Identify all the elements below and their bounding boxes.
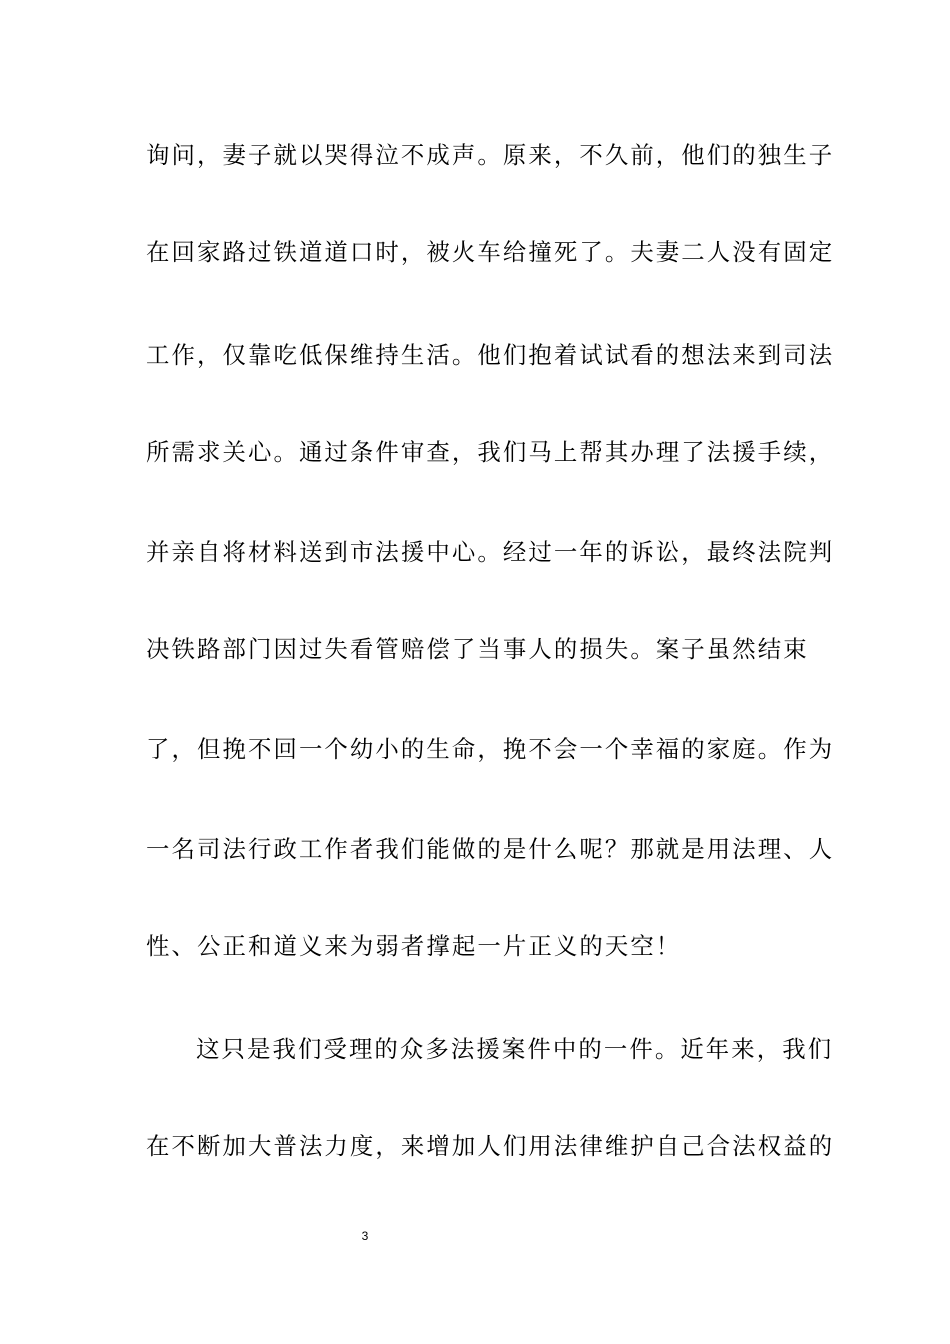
text-line-9: 性、公正和道义来为弱者撑起一片正义的天空！	[146, 932, 682, 960]
text-line-8: 一名司法行政工作者我们能做的是什么呢？那就是用法理、人	[146, 835, 835, 863]
text-line-7: 了，但挽不回一个幼小的生命，挽不会一个幸福的家庭。作为	[146, 735, 835, 763]
text-line-2: 在回家路过铁道道口时，被火车给撞死了。夫妻二人没有固定	[146, 238, 835, 266]
text-line-5: 并亲自将材料送到市法援中心。经过一年的诉讼，最终法院判	[146, 538, 835, 566]
text-line-6: 决铁路部门因过失看管赔偿了当事人的损失。案子虽然结束	[146, 635, 809, 663]
text-line-4: 所需求关心。通过条件审查，我们马上帮其办理了法援手续，	[146, 438, 835, 466]
text-line-1: 询问，妻子就以哭得泣不成声。原来，不久前，他们的独生子	[146, 141, 835, 169]
text-line-11: 在不断加大普法力度，来增加人们用法律维护自己合法权益的	[146, 1132, 835, 1160]
text-line-10: 这只是我们受理的众多法援案件中的一件。近年来，我们	[196, 1035, 834, 1063]
page-number: 3	[361, 1229, 369, 1243]
text-line-3: 工作，仅靠吃低保维持生活。他们抱着试试看的想法来到司法	[146, 341, 835, 369]
